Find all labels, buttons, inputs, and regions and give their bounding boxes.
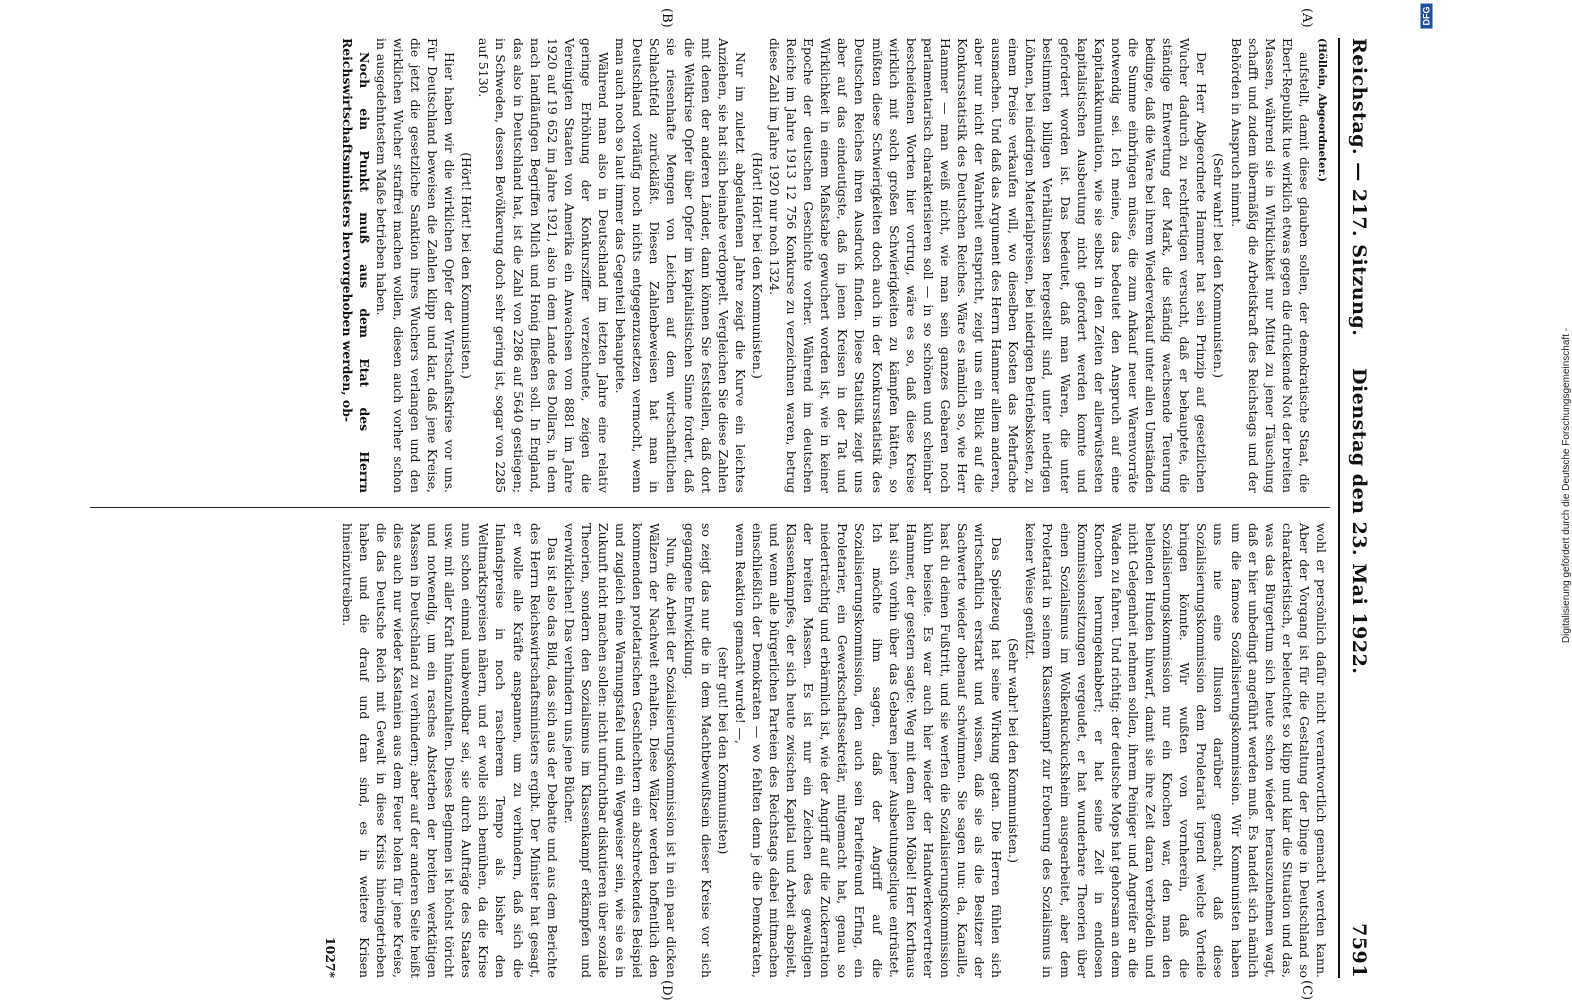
interjection: (Sehr wahr! bei den Kommunisten.) — [1006, 638, 1022, 863]
paragraph: aufstellt, damit diese glauben sollen, der demokratische Staat, die Ebert-Republik tue wirklich etwas gegen die drückende Not der breiten Massen, während sie in Wirklichkeit nur Mittel zu jener Täuschung schafft und zudem übermäßig die Arbeitskraft des Reichstags und der Behörden in Anspruch nimmt. — [1228, 38, 1312, 493]
page-number: 7591 — [1348, 923, 1370, 978]
footer-code: 1027* — [322, 937, 338, 978]
paragraph: Während man also in Deutschland im letzten Jahre eine relativ geringe Erhöhung der Konkursziffer verzeichnete, zeigen die Vereinigten Staaten von Amerika ein Anwachsen von 8881 im Jahre 1920 auf 19 652 im Jahre 1921, also in dem Lande des Dollars, in dem nach landläufigen Begriffen Milch und Honig fließen soll. In England, das also in Deutschland hat, ist die Zahl von 2286 auf 5640 gestiegen; in Schweden, dessen Bevölkerung doch sehr gering ist, sogar von 2285 auf 5130. — [476, 38, 612, 493]
interjection: (Hört! Hört! bei den Kommunisten.) — [459, 152, 475, 379]
document-page — [74, 8, 1374, 1001]
header-date: Dienstag den 23. Mai 1922. — [1348, 368, 1370, 675]
speaker-label: (Höllein, Abgeordneter.) — [1316, 38, 1328, 182]
header-left: Reichstag. — 217. Sitzung. — [1348, 38, 1370, 337]
paragraph: Das ist also das Bild, das sich aus der Debatte und aus dem Berichte des Herrn Reichswirtschaftsministers ergibt. Der Minister hat gesagt, er wolle alle Kräfte anspannen, um zu verhindern, daß sich die Inlandspreise in noch rascherem Tempo als bisher den Weltmarktspreisen nähern, und er wolle sich bemühen, da die Krise nun schon einmal unabwendbar sei, sie durch Aufträge des Staates usw. mit aller Kraft hintanzuhalten. Dieses Beginnen ist höchst töricht und notwendig, um ein rasches Absterben der breiten werktätigen Massen in Deutschland zu verhindern; aber auf der anderen Seite heißt dies auch nur wieder Kastanien aus dem Feuer holen für jene Kreise, die das Deutsche Reich mit Gewalt in diese Krisis hineingetrieben haben und die drauf und dran sind, es in weitere Krisen hineinzutreiben. — [339, 523, 560, 978]
paragraph: so zeigt das nur die in dem Machtbewußtsein dieser Kreise vor sich gegangene Entwicklung. — [681, 523, 714, 978]
paragraph: Das Spielzeug hat seine Wirkung getan. Die Herren fühlen sich wirtschaftlich erstarkt und wissen, daß sie als die Besitzer der Sachwerte wieder obenauf schwimmen. Sie sagen nun: da, Kanaille, hast du deinen Fußtritt, und sie werfen die Sozialisierungskommission kühn beiseite. Es war auch hier wieder der Handwerkervertreter Hammer, der gestern sagte: Weg mit dem alten Möbel! Herr Korthaus hat sich vorhin über das Gebaren jener Ausbeutungsclique entrüstet. Ich möchte ihm sagen, daß der Angriff auf die Sozialisierungskommission, den auch sein Parteifreund Erfing, ein Proletarier, ein Gewerkschaftssekretär, mitgemacht hat, genau so niederträchtig und erbärmlich ist, wie der Angriff auf die Zuckerration der breiten Massen. Es ist nur ein Zeichen des gewaltigen Klassenkampfes, der sich heute zwischen Kapital und Arbeit abspielt, und wenn alle bürgerlichen Parteien des Reichstags dabei mitmachen einschließlich der Demokraten — wo fehlten denn je die Demokraten, wenn Reaktion gemacht wurde! —, — [732, 523, 1005, 978]
margin-letter-b: (B) — [659, 8, 674, 28]
column-divider — [90, 507, 1330, 508]
digitization-stamp — [1561, 328, 1572, 643]
stamp-text: Digitalisierung gefördert durch die Deutsche Forschungsgemeinschaft - — [1560, 327, 1572, 644]
column-left — [90, 38, 1330, 493]
column-right — [90, 523, 1330, 978]
interjection: (Sehr wahr! bei den Kommunisten.) — [1211, 153, 1227, 378]
paragraph: Der Herr Abgeordnete Hammer hat sein Prinzip auf gesetzlichen Wucher dadurch zu rechtfertigen versucht, daß er behauptete, die ständige Entwertung der Mark, die ständig wachsende Teuerung bedinge, daß die Ware bei ihrem Wiederverkauf unter allen Umständen die Summe einbringen müsse, die zum Ankauf neuer Warenvorräte notwendig sei. Ich meine, das bedeutet den Anspruch auf eine Kapitalakkumulation, wie sie selbst in den Zeiten der allerwüstesten kapitalistischen Ausbeutung nicht gefordert werden konnte und gefordert worden ist. Das bedeutet, daß man Waren, die unter bestimmten billigen Verhältnissen hergestellt sind, unter niedrigen Löhnen, bei niedrigen Materialpreisen, bei niedrigen Betriebskosten, zu einem Preise verkaufen will, wo dieselben Kosten das Mehrfache ausmachen. Und daß das Argument des Herrn Hammer allem anderen, aber nur nicht der Wahrheit entspricht, zeigt uns ein Blick auf die Konkursstatistik des Deutschen Reiches. Wäre es nämlich so, wie Herr Hammer — man weiß nicht, wie man sein ganzes Gebaren noch parlamentarisch charakterisieren soll — in so schönen und scheinbar bescheidenen Worten hier vortrug, wäre es so, daß diese Kreise wirklich mit solch großen Schwierigkeiten zu kämpfen hätten, so müßten diese Schwierigkeiten doch auch in der Konkursstatistik des Deutschen Reiches ihren Ausdruck finden. Diese Statistik zeigt uns aber auf das eindeutigste, daß in jenen Kreisen in der Tat und Wirklichkeit in einem Maßstabe gewuchert worden ist, wie in keiner Epoche der deutschen Geschichte vorher. Während im deutschen Reiche im Jahre 1913 12 756 Konkurse zu verzeichnen waren, betrug diese Zahl im Jahre 1920 nur noch 1324. — [767, 38, 1210, 493]
margin-letter-a: (A) — [1299, 8, 1314, 28]
paragraph: Nun, die Arbeit der Sozialisierungskommission ist in ein paar dicken Wälzern der Nachwelt erhalten. Diese Wälzer werden hoffentlich den kommenden proletarischen Geschlechtern ein abschreckendes Beispiel und zugleich eine Warnungstafel und ein Wegweiser sein, wie sie es in Zukunft nicht machen sollen: nicht unfruchtbar diskutieren über soziale Theorien, sondern den Sozialismus im Klassenkampf erkämpfen und verwirklichen! Das verhindern uns jene Bücher. — [561, 523, 680, 978]
page-header — [1338, 38, 1374, 978]
paragraph: Noch ein Punkt muß aus dem Etat des Herrn Reichswirtschaftsministers hervorgehoben werden, ob- — [339, 38, 372, 493]
interjection: (Hört! Hört! bei den Kommunisten.) — [749, 152, 765, 379]
paragraph: Nur im zuletzt abgelaufenen Jahre zeigt die Kurve ein leichtes Anziehen, sie hat sich beinahe verdoppelt. Vergleichen Sie diese Zahlen mit denen der anderen Länder, dann können Sie feststellen, daß dort die Weltkrise Opfer über Opfer im kapitalistischen Sinne fordert, daß sie riesenhafte Mengen von Leichen auf dem wirtschaftlichen Schlachtfeld zurückläßt. Diesen Zahlenbeweisen hat man in Deutschland vorläufig noch nichts entgegenzusetzen vermocht, wenn man auch noch so laut immer das Gegenteil behauptete. — [613, 38, 748, 493]
margin-letter-d: (D) — [659, 980, 674, 1001]
paragraph: Hier haben wir die wirklichen Opfer der Wirtschaftskrise vor uns. Für Deutschland beweisen die Zahlen klipp und klar, daß jene Kreise, die jetzt die gesetzliche Sanktion ihres Wuchers verlangen und den wirklichen Wucher straffrei machen wollen, diesen auch vorher schon in ausgedehntestem Maße betrieben haben. — [373, 38, 458, 493]
dfg-logo: DFG — [1421, 4, 1433, 29]
paragraph: wohl er persönlich dafür nicht verantwortlich gemacht werden kann. Aber der Vorgang ist für die Gestaltung der Dinge in Deutschland so charakteristisch, er beleuchtet so klipp und klar die Situation und das, was das Bürgertum sich heute schon wieder herauszunehmen wagt, daß er hier unbedingt angeführt werden muß. Es handelt sich nämlich um die famose Sozialisierungskommission. Wir Kommunisten haben uns nie eine Illusion darüber gemacht, daß diese Sozialisierungskommission dem Proletariat irgend welche Vorteile bringen könnte. Wir wußten von vornherein, daß die Sozialisierungskommission nur ein Knochen war, den man den bellenden Hunden hinwarf, damit sie ihre Zeit daran verbrödeln und nicht Gelegenheit nehmen sollen, ihrem Peiniger und Angreifer an die Waden zu fahren. Und richtig: der deutsche Mops hat gehorsam an dem Knochen herumgeknabbert; er hat seine Zeit in endlosen Kommissionssitzungen vergeudet, er hat wunderbare Theorien über einen Sozialismus im Wolkenkuckucksheim ausgearbeitet, aber dem Proletariat in seinem Klassenkampf zur Eroberung des Sozialismus in keiner Weise genützt. — [1023, 523, 1329, 978]
margin-letter-c: (C) — [1299, 980, 1314, 1001]
interjection: (sehr gut! bei den Kommunisten) — [715, 646, 731, 855]
